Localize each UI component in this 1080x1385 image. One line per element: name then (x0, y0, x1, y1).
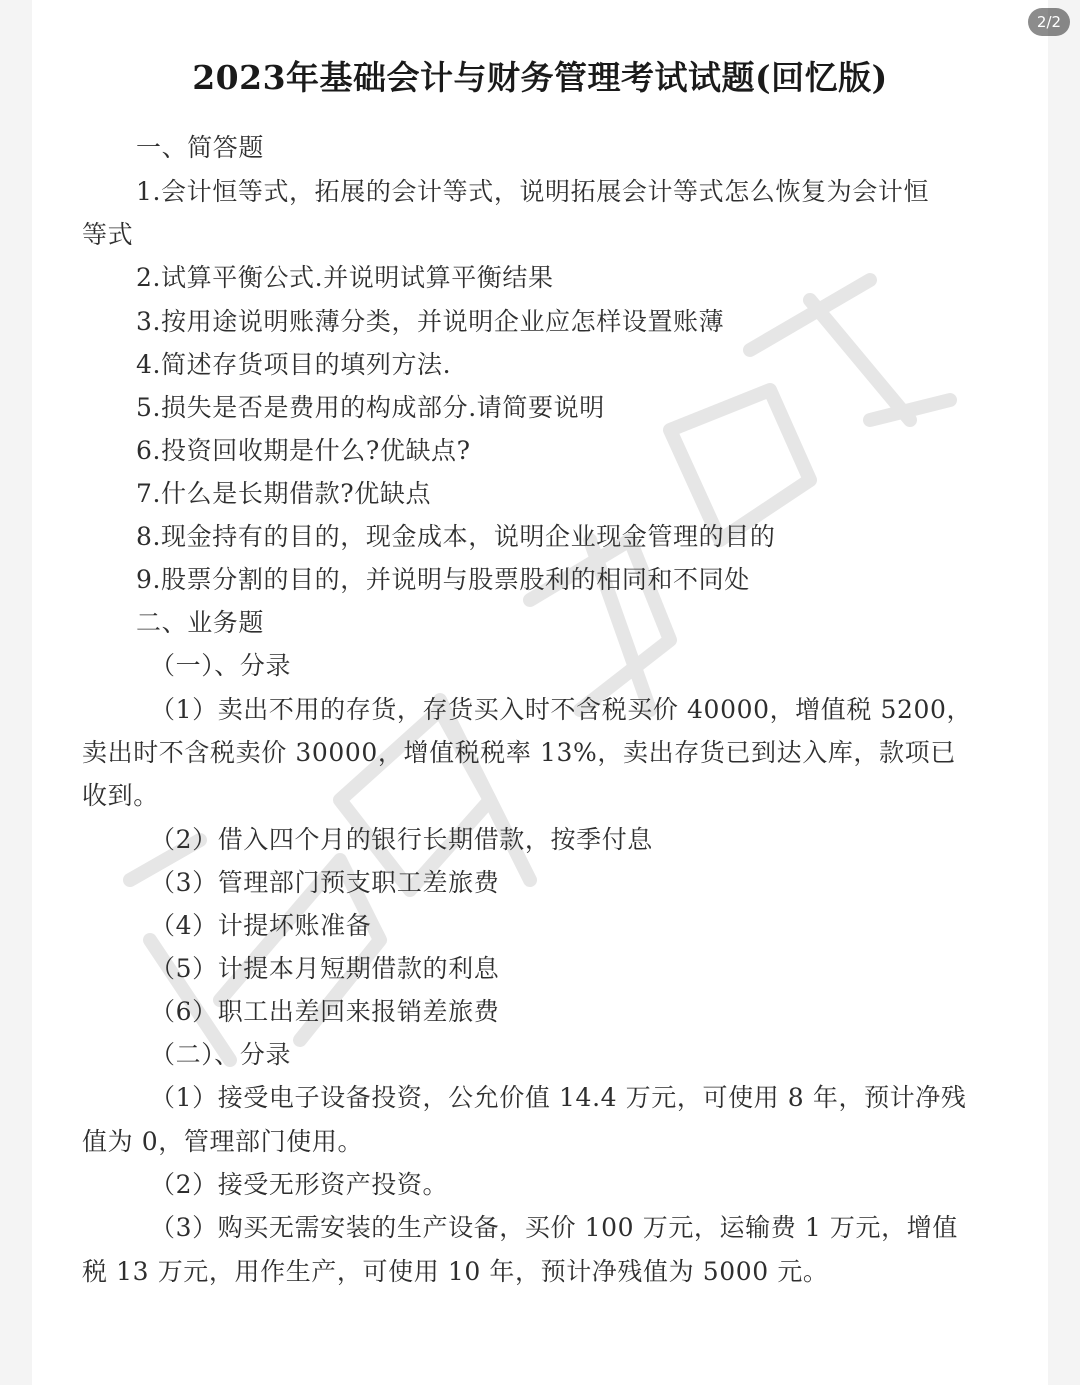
question-line: 9.股票分割的目的，并说明与股票股利的相同和不同处 (136, 565, 750, 594)
question-line: （2）接受无形资产投资。 (150, 1170, 449, 1199)
question-line: （5）计提本月短期借款的利息 (150, 954, 500, 983)
question-line: 3.按用途说明账薄分类，并说明企业应怎样设置账薄 (136, 307, 725, 336)
page-counter-badge[interactable]: 2/2 (1028, 8, 1070, 36)
subsection-heading: （二）、分录 (150, 1040, 292, 1069)
question-line: 7.什么是长期借款?优缺点 (136, 479, 432, 508)
section-heading-business: 二、业务题 (136, 608, 265, 637)
question-line: （6）职工出差回来报销差旅费 (150, 997, 500, 1026)
question-line: （3）管理部门预支职工差旅费 (150, 868, 500, 897)
question-line: 8.现金持有的目的，现金成本，说明企业现金管理的目的 (136, 522, 776, 551)
question-line: 4.简述存货项目的填列方法. (136, 350, 452, 379)
question-line: 值为 0，管理部门使用。 (82, 1127, 364, 1156)
question-line: 收到。 (82, 781, 159, 810)
question-line: （4）计提坏账准备 (150, 911, 372, 940)
question-line: （2）借入四个月的银行长期借款，按季付息 (150, 825, 653, 854)
document-title: 2023年基础会计与财务管理考试试题(回忆版) (192, 58, 888, 97)
subsection-heading: （一）、分录 (150, 651, 292, 680)
question-line: 5.损失是否是费用的构成部分.请简要说明 (136, 393, 605, 422)
question-line: （1）接受电子设备投资，公允价值 14.4 万元，可使用 8 年，预计净残 (150, 1083, 967, 1112)
question-line: 6.投资回收期是什么?优缺点? (136, 436, 471, 465)
question-line: 等式 (82, 220, 134, 249)
question-line: 2.试算平衡公式.并说明试算平衡结果 (136, 263, 554, 292)
question-line: （3）购买无需安装的生产设备，买价 100 万元，运输费 1 万元，增值 (150, 1213, 958, 1242)
question-line: 1.会计恒等式，拓展的会计等式，说明拓展会计等式怎么恢复为会计恒 (136, 177, 930, 206)
question-line: 税 13 万元，用作生产，可使用 10 年，预计净残值为 5000 元。 (82, 1257, 829, 1286)
question-line: 卖出时不含税卖价 30000，增值税税率 13%，卖出存货已到达入库，款项已 (82, 738, 956, 767)
section-heading-short-answer: 一、简答题 (136, 133, 265, 162)
question-line: （1）卖出不用的存货，存货买入时不含税买价 40000，增值税 5200， (150, 695, 973, 724)
